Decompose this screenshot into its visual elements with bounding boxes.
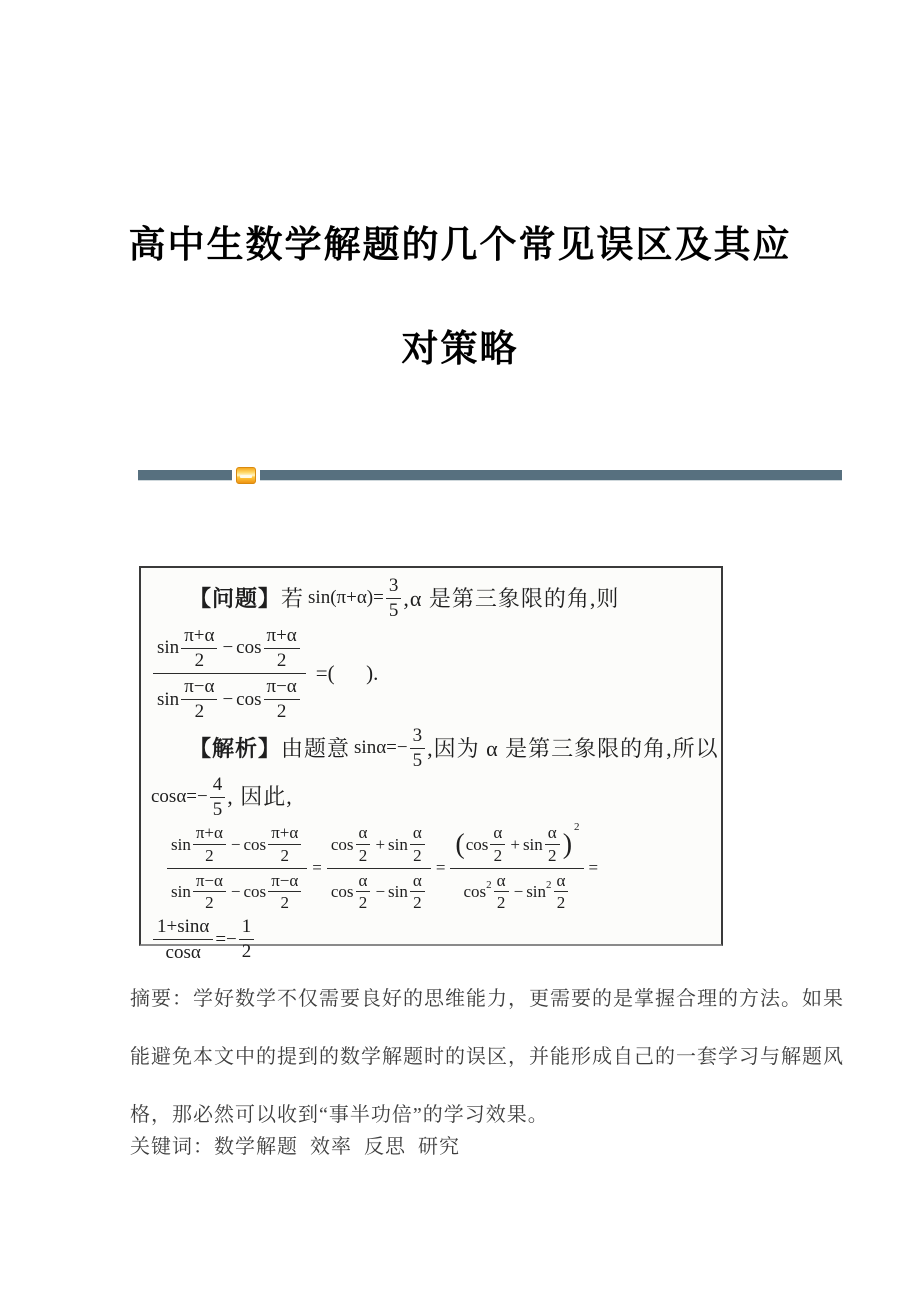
math-fn: cos — [330, 881, 354, 901]
fraction-alpha-2 — [554, 871, 569, 913]
denominator: 2 — [241, 940, 252, 962]
denominator — [327, 869, 431, 913]
denominator: 2 — [276, 649, 287, 671]
minus-operator: − — [230, 881, 241, 901]
page-title-line1: 高中生数学解题的几个常见误区及其应 — [128, 225, 792, 266]
fraction-3-5 — [410, 725, 426, 772]
big-fraction-numerator — [167, 822, 307, 868]
minus-operator: − — [513, 881, 524, 901]
numerator: α — [545, 823, 560, 845]
result-fraction — [153, 915, 213, 965]
divider-bar-left — [138, 470, 232, 480]
denominator: 2 — [413, 845, 422, 865]
fraction-alpha-2 — [545, 823, 560, 865]
numerator: π+α — [268, 823, 301, 845]
math-fn: sin — [157, 688, 180, 710]
numerator: 1+sinα — [153, 915, 213, 941]
denominator: 2 — [280, 845, 289, 865]
problem-lead-math: sin(π+α)= — [308, 587, 384, 609]
numerator: α — [356, 823, 371, 845]
fraction-alpha-2 — [356, 871, 371, 913]
problem-label: 【问题】 — [189, 585, 282, 611]
answer-blank: =( ). — [315, 661, 379, 686]
fraction-pi-plus-alpha-2 — [268, 823, 301, 865]
analysis-label: 【解析】 — [189, 735, 282, 761]
fraction-1-2 — [239, 916, 255, 963]
analysis-statement-row — [151, 725, 719, 772]
cos-value-row — [151, 774, 711, 821]
denominator: 2 — [413, 893, 422, 913]
exponent-2: 2 — [486, 879, 492, 892]
numerator: α — [356, 871, 371, 893]
equals-minus: =− — [215, 928, 237, 950]
fraction-pi-minus-alpha-2 — [193, 871, 226, 913]
numerator: π+α — [264, 625, 300, 649]
numerator — [450, 822, 583, 868]
numerator: 3 — [386, 575, 402, 599]
problem-equation-row — [151, 624, 711, 723]
denominator: 5 — [412, 749, 423, 771]
math-fn: cos — [330, 834, 354, 854]
numerator — [327, 822, 431, 868]
fraction-alpha-2 — [490, 823, 505, 865]
exponent-2: 2 — [546, 879, 552, 892]
big-fraction — [153, 624, 306, 723]
denominator: 2 — [496, 893, 506, 913]
divider-icon-wrap — [232, 467, 260, 484]
right-paren: ) — [562, 828, 573, 860]
final-result-row — [151, 915, 711, 965]
minus-operator: − — [222, 688, 234, 710]
plus-operator: + — [510, 834, 520, 854]
left-paren: ( — [455, 828, 465, 860]
math-fn: cos — [463, 881, 487, 901]
fraction-pi-plus-alpha-2 — [181, 625, 217, 672]
math-fn: cos — [243, 834, 267, 854]
equals-operator: = — [588, 857, 599, 877]
math-fn: sin — [522, 834, 543, 854]
numerator: 1 — [239, 916, 255, 940]
divider-bar-right — [260, 470, 842, 480]
plus-operator: + — [375, 834, 386, 854]
half-angle-fraction — [327, 822, 431, 912]
denominator: cosα — [165, 942, 201, 964]
fraction-pi-minus-alpha-2 — [268, 871, 301, 913]
minus-operator: − — [230, 834, 241, 854]
equals-operator: = — [435, 857, 446, 877]
fraction-pi-plus-alpha-2 — [193, 823, 226, 865]
denominator: 2 — [194, 649, 205, 671]
fraction-pi-minus-alpha-2 — [264, 676, 300, 723]
minus-operator: − — [375, 881, 386, 901]
denominator: 2 — [280, 893, 289, 913]
problem-tail: ,α 是第三象限的角,则 — [403, 585, 620, 611]
page-title-line2: 对策略 — [401, 329, 519, 370]
minus-operator: − — [222, 637, 234, 659]
fraction-pi-plus-alpha-2 — [264, 625, 300, 672]
squared-fraction — [450, 822, 583, 912]
exponent-2: 2 — [574, 821, 580, 834]
numerator: π−α — [181, 676, 217, 700]
denominator: 2 — [358, 845, 368, 865]
numerator: π−α — [268, 871, 301, 893]
numerator: 3 — [410, 725, 426, 749]
numerator: π−α — [264, 676, 300, 700]
fraction-pi-minus-alpha-2 — [181, 676, 217, 723]
numerator: α — [410, 823, 425, 845]
fraction-alpha-2 — [410, 871, 425, 913]
numerator: π+α — [193, 823, 226, 845]
math-fn: sin — [171, 881, 191, 901]
numerator: α — [490, 823, 505, 845]
big-fraction-numerator — [153, 624, 306, 675]
analysis-tail: ,因为 α 是第三象限的角,所以 — [427, 735, 719, 761]
analysis-lead-cjk: 由题意 — [281, 735, 351, 761]
abstract-line-1: 摘要：学好数学不仅需要良好的思维能力，更需要的是掌握合理的方法。如果 — [130, 988, 844, 1010]
denominator: 2 — [493, 845, 503, 865]
denominator: 2 — [205, 893, 214, 913]
math-fn: cos — [465, 834, 489, 854]
big-fraction-denominator — [167, 869, 307, 913]
math-fn: cos — [236, 688, 262, 710]
problem-lead-cjk: 若 — [281, 585, 305, 611]
numerator: α — [554, 871, 569, 893]
numerator: α — [494, 871, 509, 893]
cos-tail: , 因此, — [227, 784, 293, 810]
analysis-lead-math: sinα=− — [354, 737, 408, 759]
math-fn: cos — [236, 637, 262, 659]
math-problem-image — [139, 566, 723, 964]
keywords-line: 关键词：数学解题 效率 反思 研究 — [130, 1136, 460, 1158]
fraction-alpha-2 — [410, 823, 425, 865]
fraction-3-5 — [386, 575, 402, 622]
denominator: 2 — [194, 701, 205, 723]
denominator: 5 — [212, 798, 223, 820]
denominator: 2 — [556, 893, 566, 913]
denominator — [460, 869, 575, 913]
envelope-icon — [236, 467, 256, 484]
equals-operator: = — [312, 857, 322, 877]
problem-statement-row — [151, 575, 711, 622]
math-fn: sin — [171, 834, 191, 854]
denominator: 2 — [276, 701, 287, 723]
denominator: 2 — [547, 845, 557, 865]
equation-chain-row — [151, 822, 711, 912]
denominator: 2 — [205, 845, 214, 865]
cos-lead-math: cosα=− — [151, 786, 208, 808]
big-fraction-denominator — [153, 674, 306, 723]
math-fn: cos — [243, 881, 267, 901]
fraction-4-5 — [210, 774, 226, 821]
numerator: π−α — [193, 871, 226, 893]
numerator: α — [410, 871, 425, 893]
fraction-alpha-2 — [356, 823, 371, 865]
denominator: 2 — [358, 893, 368, 913]
abstract-line-3: 格，那必然可以收到“事半功倍”的学习效果。 — [130, 1104, 549, 1126]
denominator: 5 — [388, 599, 399, 621]
math-fn: sin — [388, 881, 408, 901]
math-fn: sin — [526, 881, 547, 901]
math-fn: sin — [157, 637, 180, 659]
fraction-alpha-2 — [494, 871, 509, 913]
big-fraction — [167, 822, 307, 912]
numerator: π+α — [181, 625, 217, 649]
section-divider — [138, 466, 842, 484]
numerator: 4 — [210, 774, 226, 798]
math-fn: sin — [388, 834, 408, 854]
abstract-line-2: 能避免本文中的提到的数学解题时的误区，并能形成自己的一套学习与解题风 — [130, 1046, 844, 1068]
